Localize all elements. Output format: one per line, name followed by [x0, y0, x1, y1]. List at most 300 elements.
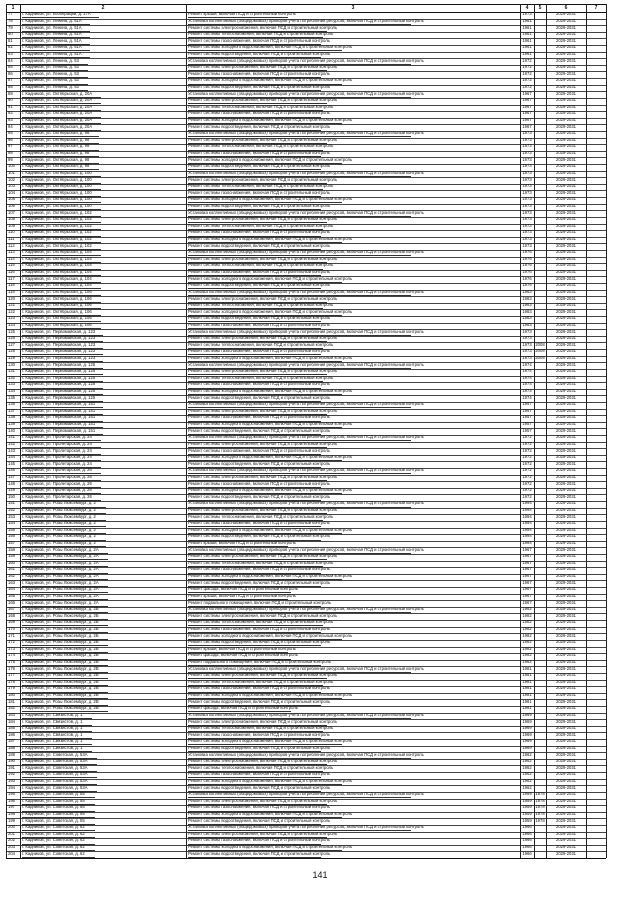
- cell-per: 2029-2031: [555, 263, 577, 268]
- cell-addr: г. Кадников, ул. Первомайская, д. 125: [22, 362, 96, 367]
- cell-per: 2029-2031: [555, 481, 577, 486]
- cell-no: 167: [8, 607, 15, 612]
- cell-no: 173: [8, 646, 15, 651]
- cell-no: 85: [8, 65, 13, 70]
- cell-work: Ремонт фасада, включая ПСД и строительный контроль: [188, 653, 298, 658]
- header-cell-6: 6: [564, 5, 568, 11]
- cell-work: Ремонт системы электроснабжения, включая ПСД и строительный контроль: [188, 798, 338, 803]
- cell-addr: г. Кадников, ул. Розы Люксембург, д. 2А: [22, 567, 99, 572]
- cell-addr: г. Кадников, ул. Октябрьская, д. 20А: [22, 91, 93, 96]
- cell-addr: г. Кадников, ул. Октябрьская, д. 98: [22, 144, 90, 149]
- cell-no: 120: [8, 296, 15, 301]
- cell-no: 161: [8, 567, 15, 572]
- cell-per: 2029-2031: [555, 798, 577, 803]
- cell-work: Установка коллективных (общедомовых) приборов учета потребления ресурсов, включая ПСД и строительный контроль: [188, 792, 424, 797]
- cell-addr: г. Кадников, ул. Первомайская, д. 151: [22, 408, 96, 413]
- cell-yr: 1957: [522, 422, 532, 427]
- cell-per: 2029-2031: [555, 514, 577, 519]
- cell-addr: г. Кадников, ул. Розы Люксембург, д. 2А: [22, 587, 99, 592]
- cell-yr: 1961: [522, 32, 532, 37]
- cell-work: Ремонт системы водоотведения, включая ПСД и строительный контроль: [188, 203, 331, 208]
- cell-addr: г. Кадников, ул. Октябрьская, д. 20А: [22, 98, 93, 103]
- cell-work: Ремонт системы водоотведения, включая ПСД и строительный контроль: [188, 124, 331, 129]
- cell-no: 182: [8, 706, 15, 711]
- cell-work: Ремонт системы газоснабжения, включая ПСД и строительный контроль: [188, 838, 330, 843]
- cell-no: 128: [8, 349, 15, 354]
- cell-per: 2029-2031: [555, 12, 577, 17]
- cell-per: 2029-2031: [555, 527, 577, 532]
- cell-work: Установка коллективных (общедомовых) приборов учета потребления ресурсов, включая ПСД и строительный контроль: [188, 18, 424, 23]
- cell-per: 2029-2031: [555, 501, 577, 506]
- cell-yr: 1994: [522, 521, 532, 526]
- cell-no: 175: [8, 660, 15, 665]
- cell-no: 171: [8, 633, 15, 638]
- cell-work: Ремонт системы электроснабжения, включая ПСД и строительный контроль: [188, 336, 338, 341]
- cell-yr: 1973: [522, 177, 532, 182]
- cell-yr: 1961: [522, 18, 532, 23]
- cell-work: Ремонт системы газоснабжения, включая ПСД и строительный контроль: [188, 415, 330, 420]
- cell-no: 152: [8, 508, 15, 512]
- cell-addr: г. Кадников, ул. Октябрьская, д. 102: [22, 223, 92, 228]
- cell-per: 2029-2031: [555, 303, 577, 308]
- cell-per: 2029-2031: [555, 574, 577, 579]
- cell-no: 146: [8, 468, 15, 473]
- cell-per: 2029-2031: [555, 739, 577, 744]
- cell-yr: 1973: [522, 144, 532, 149]
- cell-no: 172: [8, 640, 15, 645]
- cell-addr: г. Кадников, ул. Советская, д. 55: [22, 792, 85, 797]
- cell-no: 190: [8, 759, 15, 764]
- cell-yr: 1967: [522, 560, 532, 565]
- cell-work: Установка коллективных (общедомовых) приборов учета потребления ресурсов, включая ПСД и строительный контроль: [188, 58, 424, 63]
- cell-per: 2029-2031: [555, 673, 577, 678]
- cell-yr: 1959: [522, 805, 532, 810]
- cell-per: 2029-2031: [555, 752, 577, 757]
- cell-no: 154: [8, 521, 15, 526]
- cell-per: 2029-2031: [555, 349, 577, 354]
- cell-no: 192: [8, 772, 15, 777]
- cell-yr: 1972: [522, 461, 532, 466]
- cell-per: 2029-2031: [555, 719, 577, 724]
- cell-yr: 1959: [522, 798, 532, 803]
- cell-yr: 1983: [522, 296, 532, 301]
- cell-work: Ремонт системы электроснабжения, включая ПСД и строительный контроль: [188, 217, 338, 222]
- cell-per: 2029-2031: [555, 712, 577, 717]
- cell-addr: г. Кадников, ул. Октябрьская, д. 106: [22, 316, 92, 321]
- cell-yr: 1973: [522, 170, 532, 175]
- cell-no: 144: [8, 455, 15, 460]
- cell-yr: 1967: [522, 567, 532, 572]
- cell-addr: г. Кадников, ул. Ленина, д. 51А: [22, 18, 82, 23]
- cell-addr: г. Кадников, ул. Розы Люксембург, д. 2А: [22, 593, 99, 598]
- cell-work: Установка коллективных (общедомовых) приборов учета потребления ресурсов, включая ПСД и строительный контроль: [188, 607, 424, 612]
- cell-work: Ремонт системы водоотведения, включая ПСД и строительный контроль: [188, 785, 331, 790]
- cell-work: Ремонт системы газоснабжения, включая ПСД и строительный контроль: [188, 38, 330, 43]
- cell-no: 156: [8, 534, 15, 539]
- cell-per: 2029-2031: [555, 395, 577, 400]
- cell-addr: г. Кадников, ул. Октябрьская, д. 104: [22, 283, 92, 288]
- cell-no: 95: [8, 131, 13, 136]
- cell-per: 2029-2031: [555, 474, 577, 479]
- cell-no: 77: [8, 12, 13, 17]
- cell-work: Установка коллективных (общедомовых) приборов учета потребления ресурсов, включая ПСД и строительный контроль: [188, 210, 424, 215]
- cell-per: 2029-2031: [555, 369, 577, 374]
- cell-work: Ремонт системы теплоснабжения, включая ПСД и строительный контроль: [188, 184, 334, 189]
- cell-yr: 1972: [522, 481, 532, 486]
- cell-yr: 1974: [522, 389, 532, 394]
- cell-addr: г. Кадников, ул. Ленина, д. 51А: [22, 38, 82, 43]
- cell-addr: г. Кадников, ул. Советская, д. 53А: [22, 778, 88, 783]
- cell-no: 159: [8, 554, 15, 559]
- cell-per: 2029-2031: [555, 593, 577, 598]
- cell-work: Ремонт фасада, включая ПСД и строительный контроль: [188, 706, 298, 711]
- cell-yr: 1967: [522, 547, 532, 552]
- cell-addr: г. Кадников, ул. Розы Люксембург, д. 2А: [22, 580, 99, 585]
- cell-per: 2029-2031: [555, 686, 577, 691]
- cell-per: 2029-2031: [555, 336, 577, 341]
- cell-addr: г. Кадников, ул. Советская, д. 62: [22, 845, 85, 850]
- cell-yr: 1974: [522, 369, 532, 374]
- cell-addr: г. Кадников, ул. Пролетарская, д. 26: [22, 494, 92, 499]
- cell-per: 2029-2031: [555, 441, 577, 446]
- cell-no: 200: [8, 825, 15, 830]
- cell-addr: г. Кадников, ул. Советская, д. 62: [22, 838, 85, 843]
- cell-work: Ремонт системы теплоснабжения, включая ПСД и строительный контроль: [188, 303, 334, 308]
- cell-no: 129: [8, 355, 15, 360]
- cell-per: 2029-2031: [555, 831, 577, 836]
- cell-work: Ремонт системы газоснабжения, включая ПСД и строительный контроль: [188, 567, 330, 572]
- cell-no: 114: [8, 256, 15, 261]
- cell-work: Ремонт системы теплоснабжения, включая ПСД и строительный контроль: [188, 726, 334, 731]
- cell-yr: 1994: [522, 541, 532, 546]
- cell-addr: г. Кадников, ул. Первомайская, д. 151: [22, 428, 96, 433]
- cell-no: 122: [8, 309, 15, 314]
- cell-per: 2029-2031: [555, 534, 577, 539]
- cell-no: 103: [8, 184, 15, 189]
- cell-addr: г. Кадников, ул. Октябрьская, д. 104: [22, 250, 92, 255]
- cell-addr: г. Кадников, ул. Розы Люксембург, д. 2: [22, 501, 96, 506]
- cell-per: 2029-2031: [555, 408, 577, 413]
- cell-yr: 1973: [522, 157, 532, 162]
- cell-per: 2029-2031: [555, 699, 577, 704]
- cell-no: 127: [8, 342, 15, 347]
- header-cell-1: 1: [11, 5, 15, 11]
- cell-no: 162: [8, 574, 15, 579]
- cell-addr: г. Кадников, ул. Розы Люксембург, д. 2Б: [22, 607, 99, 612]
- cell-yr: 1967: [522, 554, 532, 559]
- cell-work: Ремонт системы газоснабжения, включая ПСД и строительный контроль: [188, 71, 330, 76]
- column-divider: [546, 4, 547, 858]
- cell-yr: 1972: [522, 474, 532, 479]
- cell-work: Ремонт системы теплоснабжения, включая ПСД и строительный контроль: [188, 620, 334, 625]
- cell-no: 202: [8, 838, 15, 843]
- cell-per: 2029-2031: [555, 170, 577, 175]
- cell-work: Ремонт системы холодного водоснабжения, включая ПСД и строительный контроль: [188, 309, 353, 314]
- cell-per: 2029-2031: [555, 508, 577, 512]
- cell-work: Ремонт системы электроснабжения, включая ПСД и строительный контроль: [188, 25, 338, 30]
- cell-addr: г. Кадников, ул. Октябрьская, д. 98: [22, 137, 90, 142]
- cell-no: 187: [8, 739, 15, 744]
- cell-addr: г. Кадников, ул. Первомайская, д. 123: [22, 349, 96, 354]
- cell-work: Ремонт системы холодного водоснабжения, включая ПСД и строительный контроль: [188, 237, 353, 242]
- cell-addr: г. Кадников, ул. Розы Люксембург, д. 2: [22, 527, 96, 532]
- cell-addr: г. Кадников, ул. Первомайская, д. 123: [22, 355, 96, 360]
- cell-addr: г. Кадников, ул. Октябрьская, д. 20А: [22, 111, 93, 116]
- cell-yr: 1969: [522, 726, 532, 731]
- cell-per: 2029-2031: [555, 580, 577, 585]
- cell-no: 99: [8, 157, 13, 162]
- cell-addr: г. Кадников, ул. Розы Люксембург, д. 2В: [22, 673, 99, 678]
- cell-yr: 1983: [522, 316, 532, 321]
- cell-work: Ремонт системы холодного водоснабжения, включая ПСД и строительный контроль: [188, 574, 353, 579]
- cell-yr: 1967: [522, 124, 532, 129]
- cell-addr: г. Кадников, ул. Связистов, д. 1: [22, 719, 83, 724]
- cell-work: Ремонт крыши, включая ПСД и строительный контроль: [188, 541, 296, 546]
- cell-work: Ремонт системы электроснабжения, включая ПСД и строительный контроль: [188, 508, 338, 512]
- cell-no: 176: [8, 666, 15, 671]
- cell-yr: 1973: [522, 203, 532, 208]
- cell-per: 2029-2031: [555, 732, 577, 737]
- cell-no: 81: [8, 38, 13, 43]
- cell-work: Ремонт системы электроснабжения, включая ПСД и строительный контроль: [188, 441, 338, 446]
- cell-work: Ремонт системы водоотведения, включая ПСД и строительный контроль: [188, 534, 331, 539]
- cell-per: 2029-2031: [555, 745, 577, 750]
- cell-no: 83: [8, 51, 13, 56]
- cell-addr: г. Кадников, ул. Октябрьская, д. 102: [22, 243, 92, 248]
- cell-no: 148: [8, 481, 15, 486]
- cell-no: 181: [8, 699, 15, 704]
- cell-no: 168: [8, 613, 15, 618]
- cell-no: 191: [8, 765, 15, 770]
- header-cell-3: 3: [351, 5, 355, 11]
- cell-addr: г. Кадников, ул. Пролетарская, д. 26: [22, 468, 92, 473]
- cell-yr: 1967: [522, 104, 532, 109]
- cell-yr: 1972: [522, 58, 532, 63]
- cell-yr: 1957: [522, 408, 532, 413]
- cell-yr: 1974: [522, 395, 532, 400]
- cell-yr: 1972: [522, 435, 532, 440]
- cell-yr: 1994: [522, 508, 532, 512]
- cell-yr: 1969: [522, 745, 532, 750]
- cell-yr: 1966: [522, 831, 532, 836]
- cell-work: Ремонт системы теплоснабжения, включая ПСД и строительный контроль: [188, 342, 334, 347]
- cell-no: 106: [8, 203, 15, 208]
- cell-no: 160: [8, 560, 15, 565]
- cell-per: 2029-2031: [555, 640, 577, 645]
- cell-per: 2029-2031: [555, 785, 577, 790]
- cell-per: 2029-2031: [555, 468, 577, 473]
- cell-work: Ремонт системы холодного водоснабжения, включая ПСД и строительный контроль: [188, 276, 353, 281]
- cell-addr: г. Кадников, ул. Советская, д. 62: [22, 825, 85, 830]
- cell-no: 80: [8, 32, 13, 37]
- cell-yr: 1976: [522, 270, 532, 275]
- cell-addr: г. Кадников, ул. Пролетарская, д. 24: [22, 455, 92, 460]
- cell-work: Ремонт системы электроснабжения, включая ПСД и строительный контроль: [188, 474, 338, 479]
- cell-per: 2029-2031: [555, 825, 577, 830]
- cell-yr: 1962: [522, 759, 532, 764]
- cell-per: 2029-2031: [555, 600, 577, 605]
- cell-no: 139: [8, 422, 15, 427]
- cell-work: Ремонт системы водоотведения, включая ПСД и строительный контроль: [188, 851, 331, 856]
- cell-per: 2029-2031: [555, 461, 577, 466]
- cell-no: 179: [8, 686, 15, 691]
- cell-work: Установка коллективных (общедомовых) приборов учета потребления ресурсов, включая ПСД и строительный контроль: [188, 825, 424, 830]
- cell-addr: г. Кадников, ул. Октябрьская, д. 106: [22, 309, 92, 314]
- cell-per: 2029-2031: [555, 157, 577, 162]
- cell-no: 183: [8, 712, 15, 717]
- cell-yr: 1981: [522, 673, 532, 678]
- cell-work: Ремонт системы холодного водоснабжения, включая ПСД и строительный контроль: [188, 455, 353, 460]
- cell-addr: г. Кадников, ул. Первомайская, д. 151: [22, 415, 96, 420]
- cell-per: 2029-2031: [555, 812, 577, 817]
- cell-yr: 1957: [522, 402, 532, 407]
- cell-yr: 1973: [522, 342, 532, 347]
- cell-work: Ремонт системы газоснабжения, включая ПСД и строительный контроль: [188, 349, 330, 354]
- cell-per: 2029-2031: [555, 184, 577, 189]
- cell-work: Ремонт системы холодного водоснабжения, включая ПСД и строительный контроль: [188, 422, 353, 427]
- header-cell-7: 7: [594, 5, 598, 11]
- cell-addr: г. Кадников, ул. Связистов, д. 1: [22, 712, 83, 717]
- cell-addr: г. Кадников, ул. Советская, д. 53А: [22, 785, 88, 790]
- cell-work: Ремонт системы водоотведения, включая ПСД и строительный контроль: [188, 745, 331, 750]
- cell-no: 115: [8, 263, 15, 268]
- cell-work: Ремонт системы электроснабжения, включая ПСД и строительный контроль: [188, 177, 338, 182]
- cell-per: 2029-2031: [555, 494, 577, 499]
- cell-addr: г. Кадников, ул. Октябрьская, д. 100: [22, 197, 92, 202]
- cell-no: 104: [8, 190, 15, 195]
- cell-work: Ремонт системы теплоснабжения, включая ПСД и строительный контроль: [188, 263, 334, 268]
- column-divider: [186, 4, 187, 858]
- cell-no: 126: [8, 336, 15, 341]
- cell-yr: 1982: [522, 607, 532, 612]
- cell-addr: г. Кадников, ул. Пролетарская, д. 26: [22, 488, 92, 493]
- cell-work: Ремонт системы водоотведения, включая ПСД и строительный контроль: [188, 316, 331, 321]
- cell-no: 93: [8, 118, 13, 123]
- cell-addr: г. Кадников, ул. Розы Люксембург, д. 2А: [22, 547, 99, 552]
- cell-work: Установка коллективных (общедомовых) приборов учета потребления ресурсов, включая ПСД и строительный контроль: [188, 468, 424, 473]
- column-divider: [586, 4, 587, 858]
- cell-no: 204: [8, 851, 15, 856]
- cell-work: Ремонт системы водоотведения, включая ПСД и строительный контроль: [188, 494, 331, 499]
- cell-no: 170: [8, 626, 15, 631]
- cell-work: Ремонт системы водоотведения, включая ПСД и строительный контроль: [188, 283, 331, 288]
- cell-yr: 1957: [522, 428, 532, 433]
- cell-addr: г. Кадников, ул. Октябрьская, д. 20А: [22, 124, 93, 129]
- cell-work: Установка коллективных (общедомовых) приборов учета потребления ресурсов, включая ПСД и строительный контроль: [188, 402, 424, 407]
- cell-addr: г. Кадников, ул. Розы Люксембург, д. 2Б: [22, 613, 99, 618]
- cell-addr: г. Кадников, ул. Октябрьская, д. 102: [22, 237, 92, 242]
- cell-work: Ремонт системы газоснабжения, включая ПСД и строительный контроль: [188, 772, 330, 777]
- cell-yr: 1981: [522, 693, 532, 698]
- cell-no: 84: [8, 58, 13, 63]
- cell-work: Ремонт системы теплоснабжения, включая ПСД и строительный контроль: [188, 375, 334, 380]
- cell-yr: 1969: [522, 732, 532, 737]
- cell-no: 118: [8, 283, 15, 288]
- cell-no: 92: [8, 111, 13, 116]
- cell-yr: 1972: [522, 488, 532, 493]
- cell-work: Ремонт подвального помещения, включая ПСД и строительный контроль: [188, 600, 332, 605]
- cell-per: 2029-2031: [555, 329, 577, 334]
- cell-per: 2029-2031: [555, 85, 577, 89]
- cell-no: 165: [8, 593, 15, 598]
- cell-work: Ремонт системы водоотведения, включая ПСД и строительный контроль: [188, 699, 331, 704]
- cell-work: Ремонт системы теплоснабжения, включая ПСД и строительный контроль: [188, 679, 334, 684]
- cell-yr: 1973: [522, 223, 532, 228]
- cell-work: Ремонт системы теплоснабжения, включая ПСД и строительный контроль: [188, 144, 334, 149]
- cell-per: 2029-2031: [555, 660, 577, 665]
- cell-no: 102: [8, 177, 15, 182]
- cell-per: 2029-2031: [555, 118, 577, 123]
- cell-no: 91: [8, 104, 13, 109]
- cell-yr: 1994: [522, 514, 532, 519]
- cell-addr: г. Кадников, ул. Советская, д. 55: [22, 818, 85, 823]
- cell-yr: 1967: [522, 587, 532, 592]
- cell-work: Ремонт системы водоотведения, включая ПСД и строительный контроль: [188, 580, 331, 585]
- cell-no: 188: [8, 745, 15, 750]
- cell-addr: г. Кадников, ул. Советская, д. 55: [22, 805, 85, 810]
- cell-work: Ремонт системы водоотведения, включая ПСД и строительный контроль: [188, 640, 331, 645]
- cell-a: 1978: [535, 792, 545, 797]
- cell-yr: 1973: [522, 329, 532, 334]
- cell-yr: 1972: [522, 494, 532, 499]
- cell-addr: г. Кадников, ул. Ленина, д. 51А: [22, 51, 82, 56]
- cell-per: 2029-2031: [555, 759, 577, 764]
- cell-yr: 1967: [522, 580, 532, 585]
- cell-a: 1978: [535, 818, 545, 823]
- cell-work: Ремонт системы газоснабжения, включая ПСД и строительный контроль: [188, 382, 330, 387]
- cell-work: Ремонт системы газоснабжения, включая ПСД и строительный контроль: [188, 111, 330, 116]
- cell-per: 2029-2031: [555, 422, 577, 427]
- cell-no: 151: [8, 501, 15, 506]
- cell-yr: 1962: [522, 752, 532, 757]
- cell-work: Ремонт системы водоотведения, включая ПСД и строительный контроль: [188, 243, 331, 248]
- cell-per: 2029-2031: [555, 256, 577, 261]
- cell-work: Ремонт системы водоотведения, включая ПСД и строительный контроль: [188, 461, 331, 466]
- cell-per: 2029-2031: [555, 276, 577, 281]
- cell-yr: 1973: [522, 243, 532, 248]
- cell-yr: 1973: [522, 336, 532, 341]
- cell-work: Ремонт системы теплоснабжения, включая ПСД и строительный контроль: [188, 32, 334, 37]
- cell-yr: 1973: [522, 210, 532, 215]
- cell-no: 90: [8, 98, 13, 103]
- table-top-border: [6, 4, 606, 5]
- cell-yr: 1973: [522, 217, 532, 222]
- cell-yr: 1972: [522, 71, 532, 76]
- cell-no: 117: [8, 276, 15, 281]
- cell-yr: 1962: [522, 772, 532, 777]
- cell-addr: г. Кадников, ул. Розы Люксембург, д. 2А: [22, 600, 99, 605]
- cell-work: Установка коллективных (общедомовых) приборов учета потребления ресурсов, включая ПСД и строительный контроль: [188, 289, 424, 294]
- cell-yr: 1972: [522, 455, 532, 460]
- cell-addr: г. Кадников, ул. Первомайская, д. 125: [22, 369, 96, 374]
- cell-per: 2029-2031: [555, 607, 577, 612]
- cell-work: Установка коллективных (общедомовых) приборов учета потребления ресурсов, включая ПСД и строительный контроль: [188, 170, 424, 175]
- cell-no: 193: [8, 778, 15, 783]
- cell-work: Ремонт системы электроснабжения, включая ПСД и строительный контроль: [188, 296, 338, 301]
- cell-a: 1978: [535, 812, 545, 817]
- cell-yr: 1972: [522, 78, 532, 83]
- cell-no: 150: [8, 494, 15, 499]
- cell-per: 2029-2031: [555, 521, 577, 526]
- cell-yr: 1961: [522, 51, 532, 56]
- cell-per: 2029-2031: [555, 45, 577, 50]
- cell-per: 2029-2031: [555, 316, 577, 321]
- cell-yr: 1974: [522, 382, 532, 387]
- cell-yr: 1982: [522, 646, 532, 651]
- cell-no: 107: [8, 210, 15, 215]
- cell-yr: 1966: [522, 851, 532, 856]
- cell-work: Ремонт системы холодного водоснабжения, включая ПСД и строительный контроль: [188, 78, 353, 83]
